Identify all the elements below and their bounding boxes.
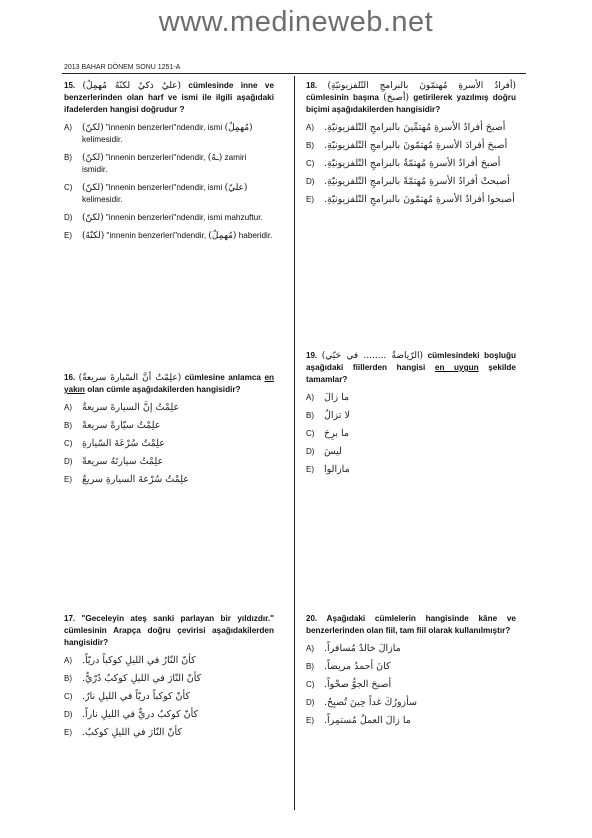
option-c[interactable]: C) أصبحَ الجوُّ صحْواً.	[306, 679, 392, 690]
option-e[interactable]: E) ما زالَ العملُ مُستمِراً.	[306, 715, 411, 726]
question-stem: Aşağıdaki cümlelerin hangisinde kâne ve benzerlerinden olan fiil, tam fiil olarak kullanılmıştır?	[306, 614, 516, 635]
option-c[interactable]: C) (لكنّ) "innenin benzerleri"ndendir, ismi (عليٌ) kelimesidir.	[64, 183, 248, 204]
option-c[interactable]: C) كأنّ كوكباً دريّاً في الليلِ نارٌ.	[64, 691, 190, 702]
option-e[interactable]: E) علِمْتُ سُرْعةَ السيارةِ سريعٌ	[64, 474, 189, 485]
exam-header: 2013 BAHAR DÖNEM SONU 1251-A	[64, 64, 181, 71]
option-b[interactable]: B) (لكنّ) "innenin benzerleri"ndendir, (ـهُ) zamiri ismidir.	[64, 153, 247, 174]
option-c[interactable]: C) علِمْتُ سُرْعَةَ السّيارةِ	[64, 438, 165, 449]
option-c[interactable]: C) ما برِحَ	[306, 428, 350, 439]
question-arabic: (الرّياضةُ ........ في حَيّي)	[321, 351, 423, 361]
question-number: 16.	[64, 373, 76, 382]
option-a[interactable]: A) مازالَ خالدٌ مُسافراً.	[306, 643, 401, 654]
option-a[interactable]: A) كأنّ النّارُ في الليلِ كوكباً دريّاً.	[64, 655, 196, 666]
question-20	[306, 613, 516, 733]
question-17	[64, 613, 274, 745]
option-b[interactable]: B) أصبحَ أفرادَ الأسرةِ مُهتمّونَ بالبرامجِ التّلفزيونيّةِ.	[306, 140, 508, 151]
question-number: 15.	[64, 81, 76, 90]
column-divider	[294, 76, 295, 810]
option-d[interactable]: D) ليسَ	[306, 446, 342, 457]
option-b[interactable]: B) لا تزالُ	[306, 410, 350, 421]
option-e[interactable]: E) (لكنّهُ) "innenin benzerleri"ndendir, (مُهمِلٌ) haberidir.	[64, 231, 273, 241]
question-arabic: (عليٌ ذكيٌ لكنّهُ مُهمِلٌ)	[82, 81, 182, 91]
option-d[interactable]: D) علِمْتُ سيارتَهُ سريعةً	[64, 456, 164, 467]
question-number: 20.	[306, 614, 318, 623]
question-number: 18.	[306, 81, 318, 90]
question-number: 17.	[64, 614, 76, 623]
option-a[interactable]: A) ما زالَ	[306, 392, 350, 403]
question-15	[64, 80, 274, 248]
option-b[interactable]: B) علِمْتُ سيّارةً سريعةً	[64, 420, 161, 431]
option-e[interactable]: E) أصبحوا أفرادُ الأسرةِ مُهتمّونَ بالبرامجِ التّلفزيونيّةِ.	[306, 194, 515, 205]
option-a[interactable]: A) (لكنّ) "innenin benzerleri"ndendir, ismi (مُهمِلٌ) kelimesidir.	[64, 123, 253, 144]
option-d[interactable]: D) سأزورُكَ غداً حِينَ تُصبِحُ.	[306, 697, 417, 708]
question-16: 16. (علِمْتُ أنَّ السّيارةَ سريعةٌ) cümlesine anlamca en yakın olan cümle aşağıdakilerden hangisidir? A) علِمْتُ إنَّ السيارةَ سريعةٌ B) علِمْتُ سيّارةً سريعةً C) علِمْتُ سُرْعَةَ السّيارةِ D) علِمْتُ سيارتَهُ سريعةً E) علِمْتُ سُرْعةَ السيارةِ سريعٌ	[64, 373, 275, 485]
question-18: 18. (أفرادُ الأسرةِ مُهتمّونَ بالبرامجِ التّلفزيونيّةِ) cümlesinin başına (أصبحَ) getirilerek yazılmış doğru biçimi aşağıdakilerden hangisidir? A) أصبحَ أفرادُ الأسرةِ مُهتمِّينَ بالبرامجِ التّلفزيونيّةِ. B) أصبحَ أفرادَ الأسرةِ مُهتمّونَ بالبرامجِ التّلفزيونيّةِ. C) أصبحَ أفرادُ الأسرةِ مُهتمّةٌ بالبرامجِ التّلفزيونيّةِ. D) أصبحتْ أفرادُ الأسرةِ مُهتمّةً بالبرامجِ التّلفزيونيّةِ. E) أصبحوا أفرادُ الأسرةِ مُهتمّونَ بالبرامجِ التّلفزيونيّةِ.	[306, 81, 516, 205]
option-d[interactable]: D) كأنّ كوكبٌ دريٌّ في الليلِ ناراً.	[64, 709, 199, 720]
header-divider	[62, 73, 526, 74]
option-b[interactable]: B) كأنّ النّارَ في الليلِ كوكبٌ دُرّيٌّ.	[64, 673, 202, 684]
question-19: 19. (الرّياضةُ ........ في حَيّي) cümlesindeki boşluğu aşağıdaki fiillerden hangisi en uygun şekilde tamamlar? A) ما زالَ B) لا تزالُ C) ما برِحَ D) ليسَ E) مازالوا	[306, 351, 516, 475]
option-b[interactable]: B) كانَ أحمدُ مريضاً.	[306, 661, 391, 672]
option-e[interactable]: E) مازالوا	[306, 464, 350, 475]
option-c[interactable]: C) أصبحَ أفرادُ الأسرةِ مُهتمّةٌ بالبرامجِ التّلفزيونيّةِ.	[306, 158, 501, 169]
question-stem: "Geceleyin ateş sanki parlayan bir yıldızdır." cümlesinin Arapça doğru çevirisi aşağıdakilerden hangisidir?	[64, 614, 275, 647]
option-d[interactable]: D) أصبحتْ أفرادُ الأسرةِ مُهتمّةً بالبرامجِ التّلفزيونيّةِ.	[306, 176, 510, 187]
watermark-url: www.medineweb.net	[158, 6, 434, 38]
question-stem: cümlesinde inne ve benzerlerinden olan harf ve ismi ile ilgili aşağıdaki ifadelerden hangisi doğrudur ?	[64, 81, 275, 114]
option-a[interactable]: A) علِمْتُ إنَّ السيارةَ سريعةٌ	[64, 402, 180, 413]
option-a[interactable]: A) أصبحَ أفرادُ الأسرةِ مُهتمِّينَ بالبرامجِ التّلفزيونيّةِ.	[306, 122, 506, 133]
question-arabic: (أفرادُ الأسرةِ مُهتمّونَ بالبرامجِ التّلفزيونيّةِ)	[327, 81, 516, 91]
question-number: 19.	[306, 351, 318, 360]
option-e[interactable]: E) كأنّ النّارَ في الليلِ كوكبٌ.	[64, 727, 182, 738]
option-d[interactable]: D) (لكنّ) "innenin benzerleri"ndendir, ismi mahzuftur.	[64, 213, 263, 223]
question-arabic: (علِمْتُ أنَّ السّيارةَ سريعةٌ)	[78, 373, 182, 383]
